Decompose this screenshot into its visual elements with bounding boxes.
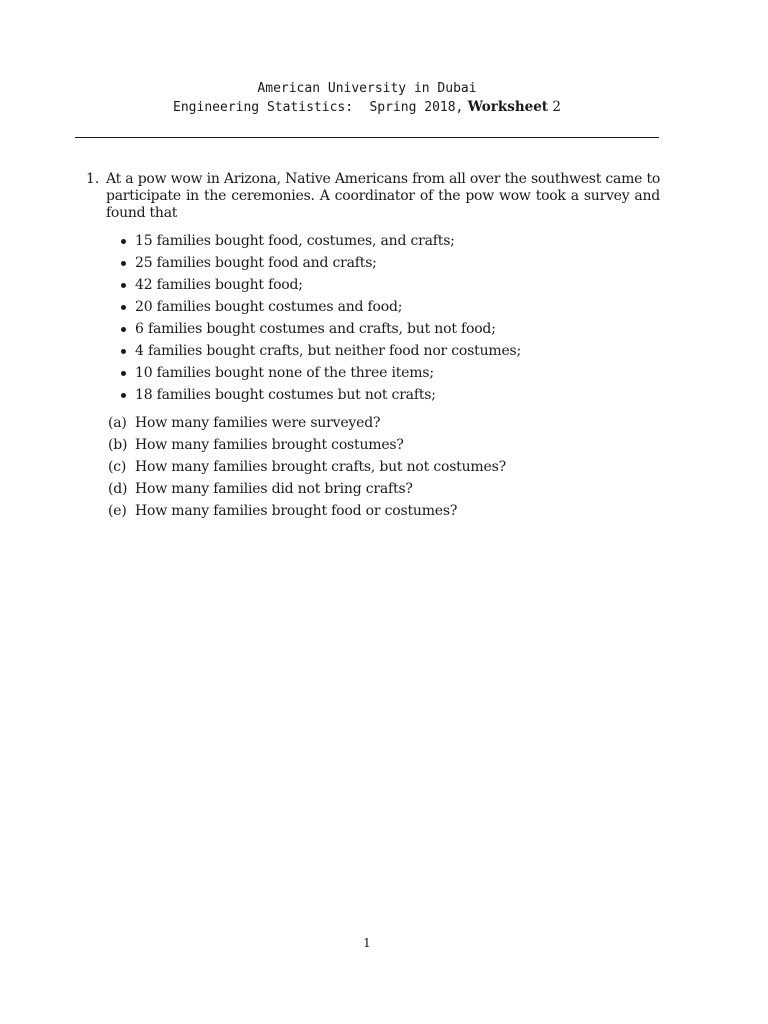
question-label: (b) (108, 437, 128, 453)
header-rule (75, 137, 659, 138)
bullet-icon (121, 371, 126, 376)
bullet-icon (121, 349, 126, 354)
fact-text: 20 families bought costumes and food; (135, 299, 403, 315)
question-list (86, 412, 660, 522)
worksheet-number: 2 (552, 99, 561, 115)
question-text: How many families were surveyed? (135, 415, 381, 431)
fact-item (121, 230, 660, 252)
term-spacer (357, 100, 365, 115)
fact-item (121, 252, 660, 274)
fact-text: 25 families bought food and crafts; (135, 255, 377, 271)
fact-text: 42 families bought food; (135, 277, 303, 293)
fact-item (121, 318, 660, 340)
fact-text: 6 families bought costumes and crafts, but not food; (135, 321, 496, 337)
question-item (108, 500, 660, 522)
problem-1 (86, 171, 660, 522)
question-text: How many families brought costumes? (135, 437, 404, 453)
term-label (369, 100, 463, 115)
fact-text: 15 families bought food, costumes, and crafts; (135, 233, 455, 249)
question-item (108, 434, 660, 456)
problem-number: 1. (86, 171, 100, 187)
course-name: Engineering Statistics: (173, 100, 354, 115)
bullet-icon (121, 283, 126, 288)
document-header (0, 79, 734, 117)
header-line-university (0, 79, 734, 98)
question-text: How many families brought food or costumes? (135, 503, 458, 519)
problem-heading (86, 171, 660, 222)
bullet-icon (121, 261, 126, 266)
question-label: (d) (108, 481, 128, 497)
university-name: American University in Dubai (257, 81, 477, 96)
fact-item (121, 384, 660, 406)
bullet-icon (121, 393, 126, 398)
question-label: (c) (108, 459, 127, 475)
bullet-icon (121, 327, 126, 332)
fact-text: 18 families bought costumes but not crafts; (135, 387, 436, 403)
survey-facts-list (86, 230, 660, 406)
question-item (108, 456, 660, 478)
fact-item (121, 274, 660, 296)
fact-item (121, 362, 660, 384)
fact-text: 10 families bought none of the three items; (135, 365, 434, 381)
question-text: How many families did not bring crafts? (135, 481, 413, 497)
question-text: How many families brought crafts, but not costumes? (135, 459, 506, 475)
fact-item (121, 296, 660, 318)
bullet-icon (121, 305, 126, 310)
term-text: Spring 2018, (369, 100, 464, 115)
question-item (108, 412, 660, 434)
fact-text: 4 families bought crafts, but neither food nor costumes; (135, 343, 522, 359)
question-item (108, 478, 660, 500)
problem-intro: At a pow wow in Arizona, Native Americans from all over the southwest came to participate in the ceremonies. A coordinator of the pow wow took a survey and found that (106, 171, 660, 221)
header-line-course (0, 98, 734, 117)
bullet-icon (121, 239, 126, 244)
question-label: (e) (108, 503, 127, 519)
page-number: 1 (363, 936, 371, 950)
fact-item (121, 340, 660, 362)
worksheet-word: Worksheet (467, 99, 549, 115)
question-label: (a) (108, 415, 127, 431)
